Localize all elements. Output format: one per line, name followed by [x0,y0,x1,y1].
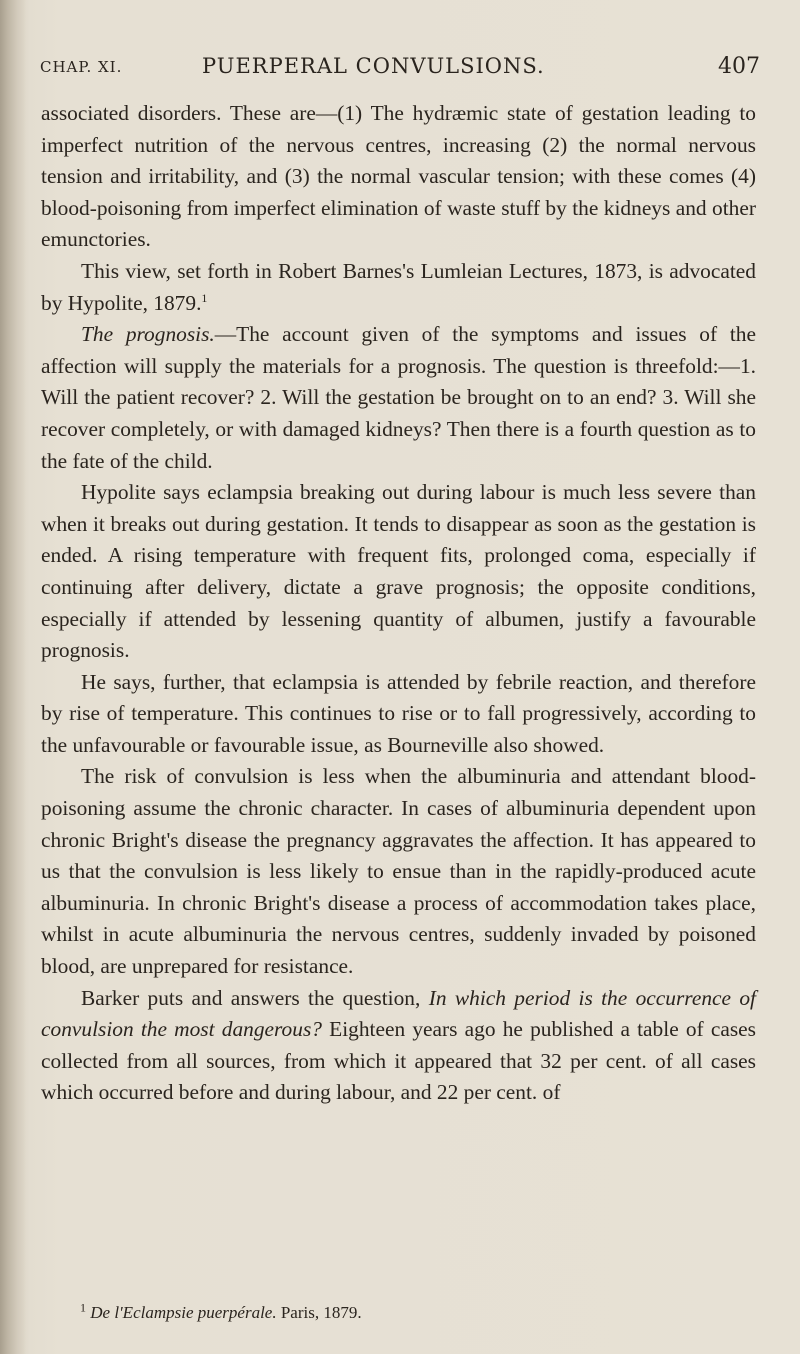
running-header [40,54,790,84]
body-text [41,98,756,1109]
footnote-title: De l'Eclampsie puerpérale. [90,1303,277,1322]
paragraph: The risk of convulsion is less when the albuminuria and attendant blood-poisoning assume the chronic character. In cases of albuminuria dependent upon chronic Bright's disease the pregnancy aggravates the affection. It has appeared to us that the convulsion is less likely to ensue than in the rapidly-produced acute albuminuria. In chronic Bright's disease a process of accommodation takes place, whilst in acute albuminuria the nervous centres, suddenly invaded by poisoned blood, are unprepared for resistance. [41,764,756,979]
paragraph: He says, further, that eclampsia is attended by febrile reaction, and therefore by rise of temperature. This continues to rise or to fall progressively, according to the unfavourable or favourable issue, as Bourneville also showed. [41,669,756,757]
page-number: 407 [718,54,760,79]
footnote [80,1302,740,1324]
footnote-reference: 1 [201,290,208,305]
binding-shadow [0,0,26,1354]
footnote-marker: 1 [80,1300,86,1315]
paragraph [41,319,756,477]
footnote-text: Paris, 1879. [276,1303,362,1322]
italic-question: In which period is the occurrence of convulsion the most dangerous? [41,985,756,1042]
section-heading: The prognosis. [81,322,215,347]
paragraph-text: This view, set forth in Robert Barnes's Lumleian Lectures, 1873, is advocated by Hypolite, 1879. [41,258,756,315]
paragraph: associated disorders. These are—(1) The hydræmic state of gestation leading to imperfect nutrition of the nervous centres, increasing (2) the normal nervous tension and irritability, and (3) the normal vascular tension; with these comes (4) blood-poisoning from imperfect elimination of waste stuff by the kidneys and other emunctories. [41,101,756,252]
paragraph-text: Eighteen years ago he published a table of cases collected from all sources, from which it appeared that 32 per cent. of all cases which occurred before and during labour, and 22 per cent. of [41,1017,756,1105]
running-chapter: CHAP. XI. [40,58,123,76]
running-title: PUERPERAL CONVULSIONS. [202,54,545,78]
paragraph-text: Barker puts and answers the question, [81,985,429,1010]
paragraph [41,983,756,1109]
paragraph: Hypolite says eclampsia breaking out during labour is much less severe than when it breaks out during gestation. It tends to disappear as soon as the gestation is ended. A rising temperature with frequent fits, prolonged coma, especially if continuing after delivery, dictate a grave prognosis; the opposite conditions, especially if attended by lessening quantity of albumen, justify a favourable prognosis. [41,480,756,663]
paragraph-text: —The account given of the symptoms and issues of the affection will supply the materials for a prognosis. The question is threefold:—1. Will the patient recover? 2. Will the gestation be brought on to an end? 3. Will she recover completely, or with damaged kidneys? Then there is a fourth question as to the fate of the child. [41,322,756,473]
paragraph [41,256,756,319]
